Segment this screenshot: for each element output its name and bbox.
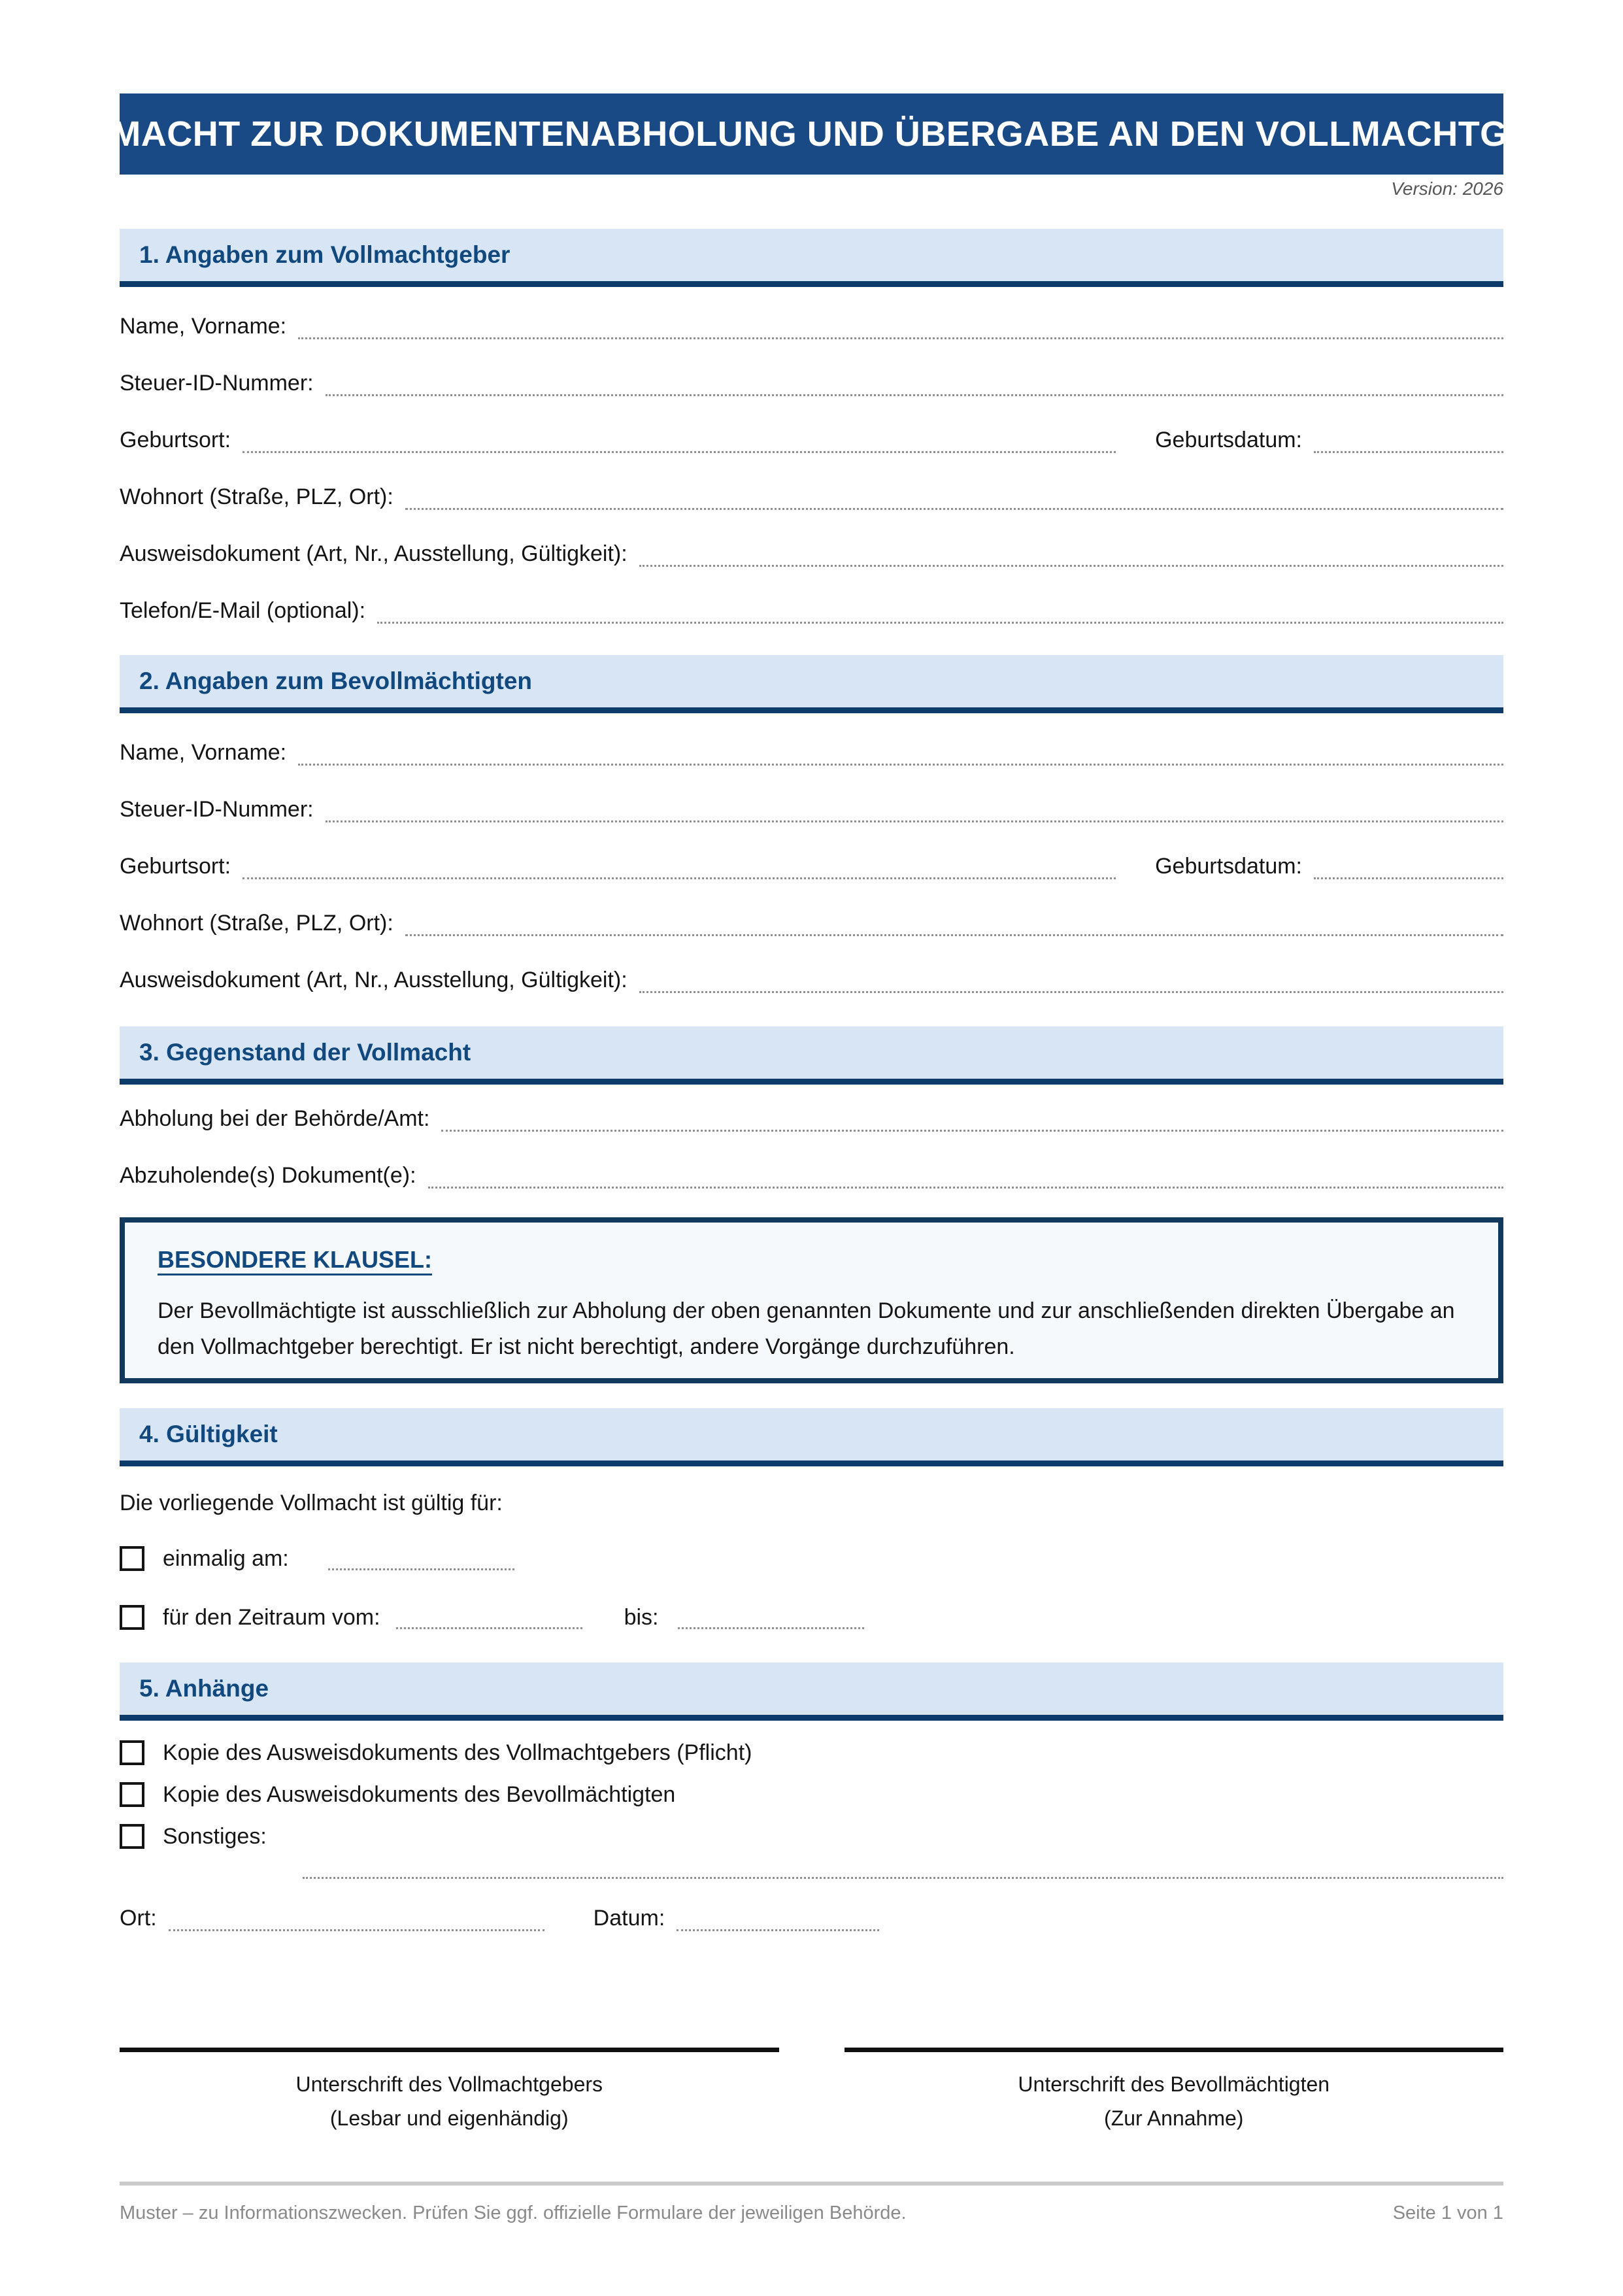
gueltigkeit-intro: Die vorliegende Vollmacht ist gültig für: bbox=[120, 1491, 503, 1515]
field-row bbox=[120, 1162, 1503, 1189]
label-steuer-id: Steuer-ID-Nummer: bbox=[120, 797, 314, 822]
section-1-title: 1. Angaben zum Vollmachtgeber bbox=[139, 241, 510, 268]
section-3-title: 3. Gegenstand der Vollmacht bbox=[139, 1039, 471, 1066]
fill-line-zeitraum-bis[interactable] bbox=[678, 1606, 864, 1629]
signature-caption: Unterschrift des Vollmachtgebers bbox=[295, 2072, 603, 2096]
fill-line-behoerde-amt[interactable] bbox=[441, 1108, 1503, 1132]
version-label: Version: 2026 bbox=[1391, 178, 1503, 199]
section-4-header bbox=[120, 1408, 1503, 1466]
signature-block-vollmachtgeber bbox=[120, 2048, 779, 2131]
label-name-vorname: Name, Vorname: bbox=[120, 740, 287, 765]
label-geburtsdatum: Geburtsdatum: bbox=[1155, 428, 1302, 452]
signature-area bbox=[120, 2048, 1503, 2131]
label-ort: Ort: bbox=[120, 1906, 157, 1931]
checkbox-kopie-bevollmaechtigter[interactable] bbox=[120, 1782, 144, 1807]
field-row bbox=[120, 739, 1503, 766]
signature-line-vollmachtgeber[interactable] bbox=[120, 2048, 779, 2052]
fill-line-ort[interactable] bbox=[169, 1908, 544, 1931]
label-geburtsort: Geburtsort: bbox=[120, 428, 231, 452]
fill-line-geburtsdatum[interactable] bbox=[1314, 856, 1503, 879]
checkbox-zeitraum[interactable] bbox=[120, 1605, 144, 1630]
field-row bbox=[120, 427, 1503, 453]
fill-line-zeitraum-vom[interactable] bbox=[396, 1606, 582, 1629]
label-ausweisdokument: Ausweisdokument (Art, Nr., Ausstellung, Gültigkeit): bbox=[120, 541, 627, 566]
label-geburtsdatum: Geburtsdatum: bbox=[1155, 854, 1302, 879]
anhang-row bbox=[120, 1821, 1503, 1851]
label-steuer-id: Steuer-ID-Nummer: bbox=[120, 371, 314, 396]
footer-page-number: Seite 1 von 1 bbox=[1392, 2203, 1503, 2223]
section-5-header bbox=[120, 1663, 1503, 1721]
fill-line-wohnort[interactable] bbox=[405, 913, 1503, 936]
fill-line-ausweisdokument[interactable] bbox=[639, 970, 1503, 993]
fill-line-dokumente[interactable] bbox=[428, 1165, 1503, 1189]
option-row-einmalig bbox=[120, 1544, 1503, 1574]
fill-line-steuer-id[interactable] bbox=[326, 799, 1503, 822]
field-row bbox=[120, 370, 1503, 396]
field-row bbox=[120, 967, 1503, 993]
fill-line-wohnort[interactable] bbox=[405, 486, 1503, 510]
fill-line-geburtsort[interactable] bbox=[243, 430, 1116, 453]
fill-line-datum[interactable] bbox=[677, 1908, 879, 1931]
fill-line-geburtsort[interactable] bbox=[243, 856, 1116, 879]
label-sonstiges: Sonstiges: bbox=[163, 1823, 267, 1849]
label-telefon-email: Telefon/E-Mail (optional): bbox=[120, 598, 366, 623]
fill-line-name-vorname[interactable] bbox=[298, 742, 1503, 766]
label-einmalig-am: einmalig am: bbox=[163, 1545, 289, 1571]
form-title: VOLLMACHT ZUR DOKUMENTENABHOLUNG UND ÜBERGABE AN DEN VOLLMACHTGEBER bbox=[16, 114, 1607, 154]
field-row bbox=[120, 598, 1503, 624]
field-row bbox=[120, 1106, 1503, 1132]
field-row bbox=[120, 313, 1503, 339]
label-zeitraum-bis: bis: bbox=[624, 1604, 659, 1630]
label-kopie-bevollmaechtigter: Kopie des Ausweisdokuments des Bevollmächtigten bbox=[163, 1781, 676, 1807]
label-name-vorname: Name, Vorname: bbox=[120, 314, 287, 339]
anhang-row bbox=[120, 1738, 1503, 1768]
fill-line-telefon-email[interactable] bbox=[377, 600, 1503, 624]
besondere-klausel-box bbox=[120, 1217, 1503, 1383]
field-row bbox=[120, 796, 1503, 822]
label-geburtsort: Geburtsort: bbox=[120, 854, 231, 879]
signature-block-bevollmaechtigter bbox=[845, 2048, 1504, 2131]
field-row bbox=[120, 541, 1503, 567]
section-2-header bbox=[120, 655, 1503, 713]
field-row bbox=[120, 484, 1503, 510]
fill-line-sonstiges[interactable] bbox=[303, 1859, 1503, 1879]
section-5-title: 5. Anhänge bbox=[139, 1675, 269, 1702]
checkbox-einmalig[interactable] bbox=[120, 1546, 144, 1571]
checkbox-sonstiges[interactable] bbox=[120, 1824, 144, 1849]
label-dokumente: Abzuholende(s) Dokument(e): bbox=[120, 1163, 416, 1188]
signature-line-bevollmaechtigter[interactable] bbox=[845, 2048, 1504, 2052]
klausel-heading: BESONDERE KLAUSEL: bbox=[158, 1246, 433, 1273]
section-1-header bbox=[120, 229, 1503, 287]
page-footer bbox=[120, 2182, 1503, 2224]
label-behoerde-amt: Abholung bei der Behörde/Amt: bbox=[120, 1106, 430, 1131]
section-4-title: 4. Gültigkeit bbox=[139, 1421, 278, 1447]
label-wohnort: Wohnort (Straße, PLZ, Ort): bbox=[120, 484, 393, 509]
label-ausweisdokument: Ausweisdokument (Art, Nr., Ausstellung, Gültigkeit): bbox=[120, 968, 627, 992]
field-row bbox=[120, 910, 1503, 936]
label-zeitraum-vom: für den Zeitraum vom: bbox=[163, 1604, 380, 1630]
section-3-header bbox=[120, 1026, 1503, 1085]
fill-line-einmalig-datum[interactable] bbox=[328, 1547, 514, 1570]
label-wohnort: Wohnort (Straße, PLZ, Ort): bbox=[120, 911, 393, 936]
klausel-text: Der Bevollmächtigte ist ausschließlich zur Abholung der oben genannten Dokumente und zur anschließenden direkten Übergabe an den Vollmachtgeber berechtigt. Er ist nicht berechtigt, andere Vorgänge durchzuführen. bbox=[158, 1298, 1455, 1359]
field-row bbox=[120, 853, 1503, 879]
checkbox-kopie-vollmachtgeber[interactable] bbox=[120, 1740, 144, 1765]
signature-caption: Unterschrift des Bevollmächtigten bbox=[1018, 2072, 1330, 2096]
label-datum: Datum: bbox=[593, 1906, 665, 1931]
title-bar bbox=[16, 93, 1607, 175]
signature-subcaption: (Lesbar und eigenhändig) bbox=[329, 2106, 569, 2130]
fill-line-name-vorname[interactable] bbox=[298, 316, 1503, 339]
fill-line-geburtsdatum[interactable] bbox=[1314, 430, 1503, 453]
fill-line-steuer-id[interactable] bbox=[326, 373, 1503, 396]
footer-note: Muster – zu Informationszwecken. Prüfen Sie ggf. offizielle Formulare der jeweiligen Behörde. bbox=[120, 2203, 907, 2223]
label-kopie-vollmachtgeber: Kopie des Ausweisdokuments des Vollmachtgebers (Pflicht) bbox=[163, 1740, 752, 1765]
section-2-title: 2. Angaben zum Bevollmächtigten bbox=[139, 667, 532, 694]
signature-subcaption: (Zur Annahme) bbox=[1104, 2106, 1244, 2130]
ort-datum-row bbox=[120, 1905, 1503, 1931]
option-row-zeitraum bbox=[120, 1602, 1503, 1632]
fill-line-ausweisdokument[interactable] bbox=[639, 543, 1503, 567]
anhang-row bbox=[120, 1780, 1503, 1810]
